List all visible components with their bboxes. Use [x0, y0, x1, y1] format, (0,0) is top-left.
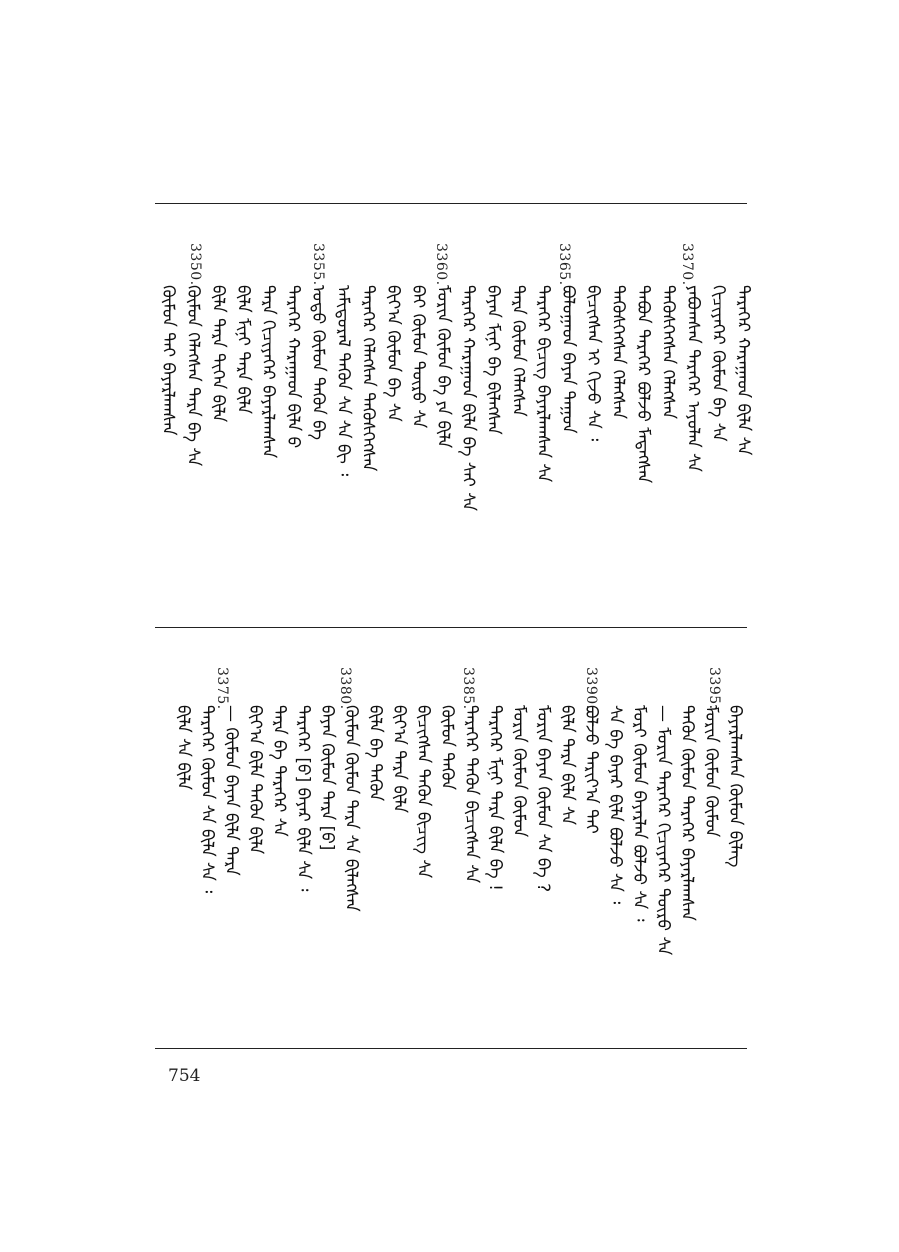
line-number: 3380.: [337, 667, 353, 710]
verse-line: ᠲᠡᠷᠡᠭᠡᠷ ᠬᠠᠷᠠᠭᠠᠳ ᠪᠢᠯᠡ ᠪᠡ ᠰᠠᠢ ᠰᠡ: [458, 285, 478, 512]
verse-line: ᠶᠠᠪᠤᠭᠰᠠᠨ ᠲᠡᠷᠡᠭᠡᠷ ᠠᠶᠤᠯᠠᠨ ᠰᠡ: [683, 285, 703, 472]
page-number: 754: [168, 1066, 201, 1086]
verse-line: ᠮᠣᠷᠢᠨ ᠪᠠᠶᠠᠨ ᠬᠦᠮᠦᠨ ᠰᠡ ᠪᠡ ?: [533, 705, 553, 893]
verse-line: ᠪᠢᠶ᠎ᠠ ᠬᠦᠮᠦᠨ ᠪᠠ ᠰᠡ: [383, 285, 403, 422]
verse-line: ᠲᠡᠷᠡᠭᠡᠷ ᠪᠢᠴᠢᠭ ᠪᠠᠶᠠᠷᠯᠠᠭᠰᠠᠨ ᠰᠡ: [533, 285, 553, 483]
verse-line: ᠪᠠᠶᠠᠨ ᠬᠦᠮᠦᠨ ᠲᠡᠷᠡ [ᠪ]: [317, 705, 337, 851]
verse-line: ᠪᠠᠶᠠᠨ ᠮᠢᠨᠢ ᠪᠡ ᠪᠢᠯᠡᠭᠰᠡᠨ: [483, 285, 503, 435]
upper-text-block: [150, 243, 753, 603]
verse-line: ᠲᠡᠷᠡᠭᠡᠷ ᠲᠡᠭᠦᠨ ᠪᠢᠴᠢᠭᠰᠡᠨ ᠰᠡ: [461, 705, 481, 884]
verse-line: ᠲᠡᠭᠦᠰᠬᠡᠭᠰᠡᠨ ᠬᠡᠯᠡᠭᠰᠡᠨ: [658, 285, 678, 420]
verse-line: ᠮᠣᠷᠢᠨ ᠬᠦᠮᠦᠨ ᠬᠦᠮᠦᠨ: [509, 705, 529, 838]
line-number: 3375.: [214, 667, 230, 710]
verse-line: ᠲᠡᠭᠦᠨ ᠬᠦᠮᠦᠨ ᠲᠡᠷᠡᠭᠡᠷ ᠪᠠᠶᠠᠷᠯᠠᠭᠰᠠᠨ: [677, 705, 697, 921]
line-number: 3350.: [187, 243, 203, 286]
bottom-rule: [155, 1048, 747, 1049]
line-number: 3365.: [556, 243, 572, 286]
verse-line: ᠲᠡᠷᠡᠭᠡᠷ ᠬᠠᠷᠠᠭᠠᠳ ᠪᠢᠯᠡ ᠰᠡ: [733, 285, 753, 456]
verse-line: ᠪᠢᠯᠡ ᠰᠡ ᠪᠢᠯᠡ: [173, 705, 193, 790]
verse-line: ᠮᠣᠷᠢᠨ ᠬᠦᠮᠦᠨ ᠪᠡ ᠶᠠ ᠪᠢᠯᠡ: [433, 285, 453, 449]
verse-line: ᠲᠡᠷᠡ ᠪᠡ ᠲᠡᠷᠡᠭᠡᠷ ᠰᠡ: [269, 705, 289, 837]
verse-line: ᠪᠢᠯᠡ ᠲᠡᠷᠡ ᠲᠢᠭᠡᠨ ᠪᠢᠯᠡ: [208, 285, 228, 423]
verse-line: ᠲᠡᠷᠡᠭᠡᠷ ᠬᠦᠮᠦᠨ ᠰᠡ ᠪᠢᠯᠡ ᠰᠡ ᠄: [197, 705, 217, 894]
verse-line: ᠲᠡᠷᠡᠭᠡᠷ ᠬᠠᠷᠠᠭᠠᠳ ᠪᠢᠯᠡ ᠪ: [283, 285, 303, 449]
verse-line: ᠪᠢᠴᠢᠭᠰᠡᠨ ᠲᠡᠭᠦᠨ ᠪᠢᠴᠢᠭ ᠰᠡ: [413, 705, 433, 879]
verse-line: ᠲᠡᠷᠡᠭᠡᠷ ᠬᠡᠯᠡᠭᠰᠡᠨ ᠲᠡᠭᠦᠰᠬᠡᠭᠰᠡᠨ: [358, 285, 378, 472]
verse-line: ᠪᠢᠶ᠎ᠠ ᠪᠢᠯᠡ ᠲᠡᠭᠦᠨ ᠪᠢᠯᠡ: [245, 705, 265, 855]
verse-line: ᠪᠢᠯᠡ ᠪᠡ ᠲᠡᠭᠦᠨ: [365, 705, 385, 802]
verse-line: ᠮᠣᠷᠢᠨ ᠬᠦᠮᠦᠨ ᠬᠦᠮᠦᠨ: [701, 705, 721, 838]
verse-line: ᠲᠠᠪᠤᠨ ᠲᠡᠷᠡᠭᠡᠷ ᠪᠤᠯᠵᠤ ᠮᠡᠳᠡᠭᠰᠡᠨ: [633, 285, 653, 484]
verse-line: ᠪᠠᠢ ᠬᠦᠮᠦᠨ ᠲᠦᠷᠦ ᠰᠡ: [408, 285, 428, 429]
verse-line: ᠲᠡᠭᠦᠰᠬᠡᠭᠰᠡᠨ ᠬᠡᠯᠡᠭᠰᠡᠨ: [608, 285, 628, 420]
line-number: 3385.: [460, 667, 476, 710]
line-number: 3395.: [706, 667, 722, 710]
verse-line: ᠬᠦᠮᠦᠨ ᠲᠡᠭᠦᠨ: [437, 705, 457, 791]
verse-line: ᠬᠢᠴᠢᠶᠡᠭᠡᠷ ᠬᠦᠮᠦᠨ ᠪᠡ ᠰᠡ: [708, 285, 728, 442]
verse-line: ᠪᠢᠯᠡ ᠮᠢᠨᠢ ᠲᠡᠷᠡ ᠪᠢᠯᠡ: [233, 285, 253, 415]
verse-line: ᠣᠳᠣ ᠬᠦᠮᠦᠨ ᠲᠡᠭᠦᠨ ᠪᠡ: [308, 285, 328, 441]
verse-line: ᠪᠢᠯᠡ ᠲᠡᠷᠡ ᠪᠢᠯᠡ ᠰᠡ: [557, 705, 577, 826]
lower-text-block: [150, 667, 750, 1027]
verse-line: ᠪᠣᠯᠵᠤ ᠲᠠᠷᠢᠶ᠎ᠠ ᠲᠠᠢ: [581, 705, 601, 834]
verse-line: — ᠬᠦᠮᠦᠨ ᠪᠠᠶᠠᠨ ᠪᠢᠯᠡ ᠲᠡᠷᠡ: [221, 705, 241, 876]
verse-line: ᠬᠦᠮᠦᠨ ᠲᠠᠢ ᠪᠠᠶᠠᠷᠯᠠᠭᠰᠠᠨ: [158, 285, 178, 436]
verse-line: ᠪᠠᠶᠠᠷᠯᠠᠭᠰᠠᠨ ᠬᠦᠮᠦᠨ ᠪᠢᠯᠡᠭ: [725, 705, 745, 868]
verse-line: ᠪᠢᠶ᠎ᠠ ᠲᠡᠷᠡ ᠪᠢᠯᠡ: [389, 705, 409, 813]
verse-line: ᠲᠡᠷᠡᠭᠡᠷ ᠮᠢᠨᠢ ᠲᠡᠷᠡ ᠪᠢᠯᠡ ᠪᠡ !: [485, 705, 505, 891]
line-number: 3355.: [310, 243, 326, 286]
verse-line: ᠠᠮᠢᠳᠤᠷᠠᠯ ᠲᠡᠭᠦᠨ ᠰᠡ ᠰᠡ ᠪᠢ ᠄: [333, 285, 353, 477]
verse-line: ᠬᠦᠮᠦᠨ ᠬᠡᠯᠡᠭᠰᠡᠨ ᠲᠡᠷᠡ ᠪᠠ ᠰᠡ: [183, 285, 203, 467]
verse-line: ᠪᠣᠯᠤᠭᠠᠳ ᠪᠠᠶᠠᠨ ᠳᠠᠭᠤᠨ: [558, 285, 578, 434]
verse-line: ᠮᠣᠷᠢ ᠬᠦᠮᠦᠨ ᠪᠠᠶᠠᠷᠯᠠᠨ ᠪᠣᠯᠵᠤ ᠰᠡ ᠄: [629, 705, 649, 922]
line-number: 3390.: [583, 667, 599, 710]
line-number: 3360.: [433, 243, 449, 286]
verse-line: ᠬᠦᠮᠦᠨ ᠬᠦᠮᠦᠨ ᠲᠡᠷᠡ ᠰᠡ ᠪᠢᠯᠡᠭᠰᠡᠨ: [341, 705, 361, 912]
verse-line: ᠲᠡᠷᠡ ᠬᠢᠴᠢᠶᠡᠭᠡᠷ ᠪᠠᠶᠠᠷᠯᠠᠭᠰᠠᠨ: [258, 285, 278, 459]
verse-line: ᠰᠡ ᠪᠡ ᠪᠠᠶᠠᠷ ᠪᠢᠯᠡ ᠪᠣᠯᠵᠤ ᠰᠡ ᠄: [605, 705, 625, 905]
verse-line: — ᠮᠣᠷᠢᠨ ᠲᠡᠷᠡᠭᠡᠷ ᠬᠢᠴᠢᠶᠡᠭᠡᠷ ᠲᠦᠷᠦ ᠰᠡ: [653, 705, 673, 956]
middle-rule: [155, 627, 747, 628]
verse-line: ᠪᠢᠴᠢᠭᠰᠡᠨ ᠢ ᠬᠢᠵᠦ ᠰᠡ ᠄: [583, 285, 603, 442]
verse-line: ᠲᠡᠷᠡᠭᠡᠷ [ᠪ] ᠪᠠᠶᠠᠷ ᠪᠢᠯᠡ ᠰᠡ ᠄: [293, 705, 313, 892]
line-number: 3370.: [679, 243, 695, 286]
verse-line: ᠲᠡᠷᠡ ᠬᠦᠮᠦᠨ ᠬᠡᠯᠡᠭᠰᠡᠨ: [508, 285, 528, 417]
top-rule: [155, 203, 747, 204]
